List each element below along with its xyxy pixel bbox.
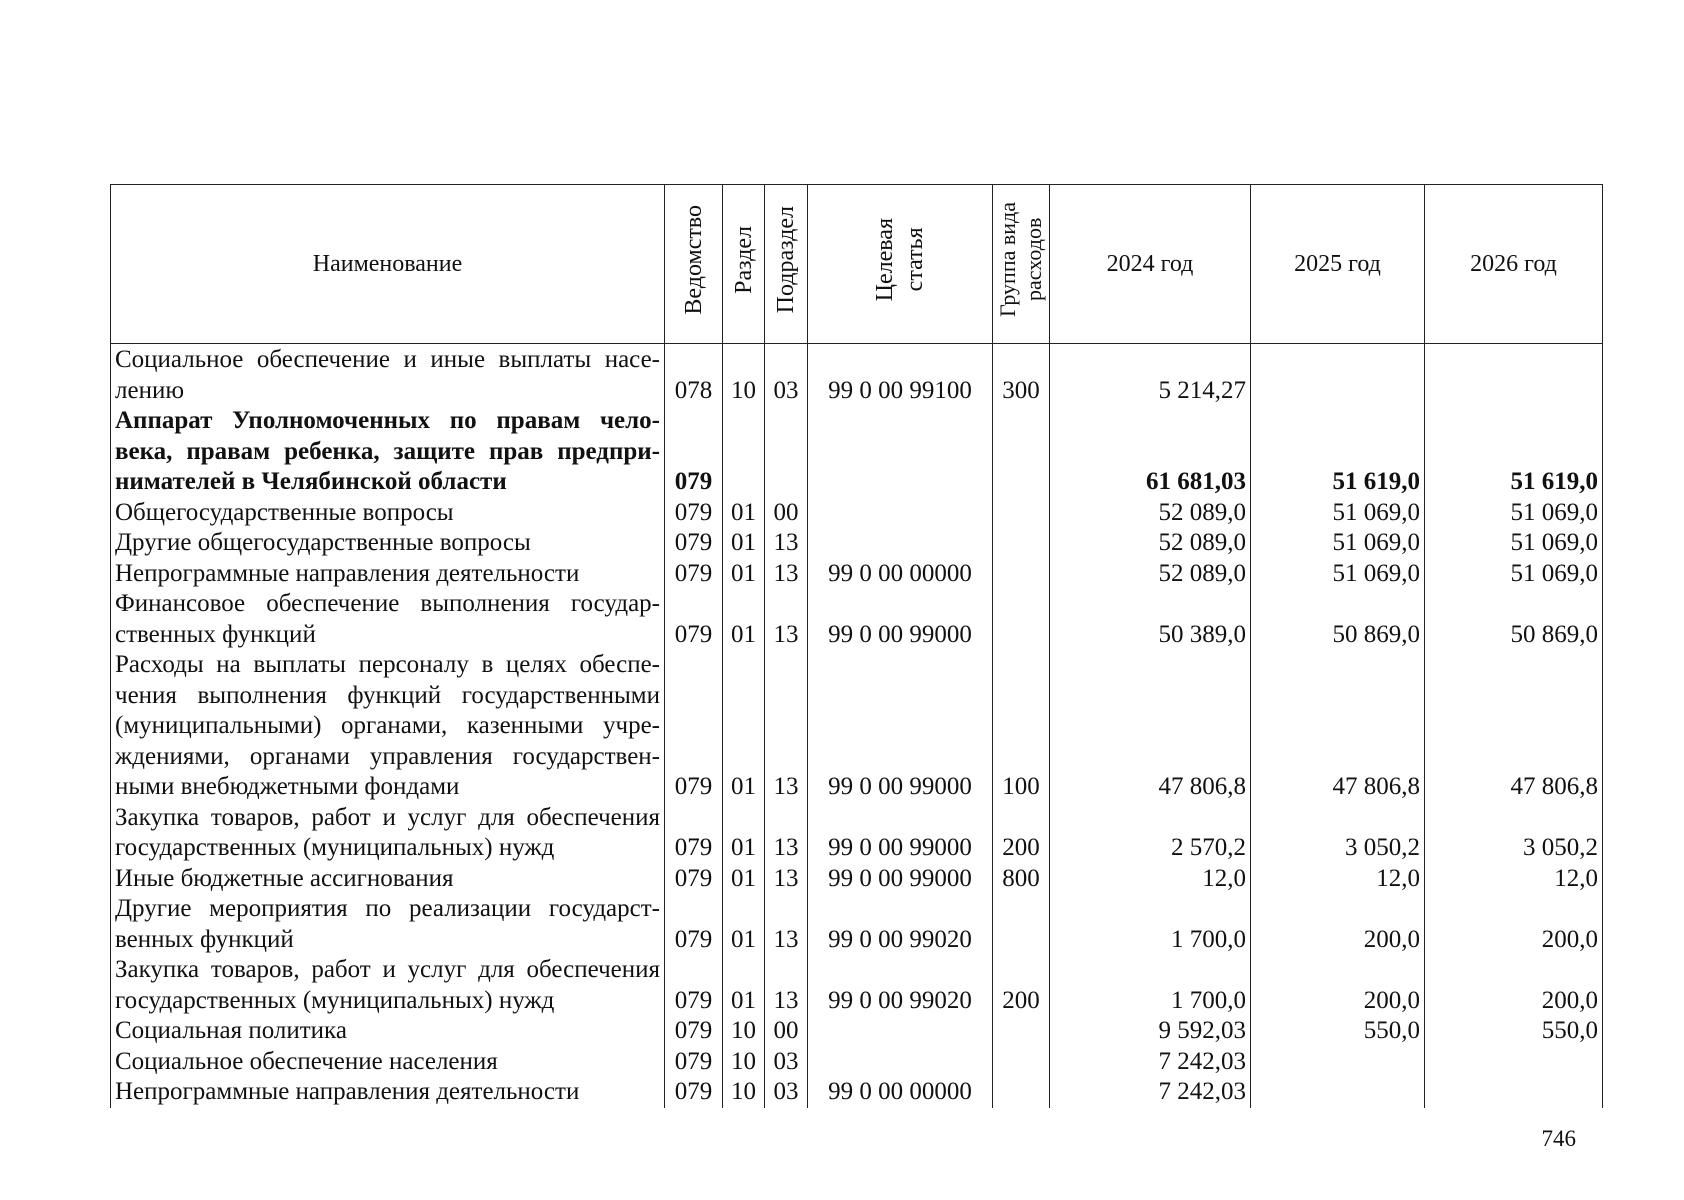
row-gruppa — [993, 498, 1050, 529]
table-row — [111, 589, 1603, 650]
header-gruppa: Группа вида расходов — [993, 185, 1050, 344]
row-ved: 079 — [665, 1016, 723, 1047]
table-row — [111, 406, 1603, 498]
row-value-2025 — [1251, 344, 1425, 407]
row-gruppa: 200 — [993, 803, 1050, 864]
row-celevaya — [808, 406, 993, 498]
row-value-2024: 1 700,0 — [1050, 894, 1251, 955]
row-ved: 079 — [665, 803, 723, 864]
row-razdel — [723, 406, 765, 498]
row-value-2026 — [1425, 1077, 1603, 1108]
row-value-2025 — [1251, 1047, 1425, 1078]
header-podrazdel: Подраздел — [765, 185, 808, 344]
row-name: Социальное обеспечение населения — [111, 1047, 665, 1078]
row-podrazdel: 00 — [765, 498, 808, 529]
row-name: Общегосударственные вопросы — [111, 498, 665, 529]
row-ved: 079 — [665, 650, 723, 803]
row-ved: 079 — [665, 955, 723, 1016]
table-row — [111, 498, 1603, 529]
row-podrazdel: 13 — [765, 803, 808, 864]
header-2026: 2026 год — [1425, 185, 1603, 344]
header-2025: 2025 год — [1251, 185, 1425, 344]
row-value-2025: 50 869,0 — [1251, 589, 1425, 650]
table-row — [111, 1077, 1603, 1108]
row-value-2026 — [1425, 1047, 1603, 1078]
row-value-2024: 2 570,2 — [1050, 803, 1251, 864]
row-value-2024: 7 242,03 — [1050, 1077, 1251, 1108]
row-name: Непрограммные направления деятельности — [111, 559, 665, 590]
row-podrazdel: 03 — [765, 1077, 808, 1108]
row-value-2025: 12,0 — [1251, 864, 1425, 895]
row-value-2025: 51 069,0 — [1251, 559, 1425, 590]
row-value-2025: 200,0 — [1251, 894, 1425, 955]
row-ved: 079 — [665, 894, 723, 955]
row-podrazdel: 13 — [765, 864, 808, 895]
row-celevaya: 99 0 00 99000 — [808, 803, 993, 864]
row-value-2024: 7 242,03 — [1050, 1047, 1251, 1078]
row-celevaya: 99 0 00 00000 — [808, 1077, 993, 1108]
row-name: Аппарат Уполномоченных по правам чело-века, правам ребенка, защите прав предпри-нимателей в Челябинской области — [111, 406, 665, 498]
table-row — [111, 1047, 1603, 1078]
row-ved: 079 — [665, 528, 723, 559]
row-celevaya: 99 0 00 99000 — [808, 650, 993, 803]
row-ved: 079 — [665, 498, 723, 529]
row-celevaya: 99 0 00 00000 — [808, 559, 993, 590]
row-gruppa — [993, 1077, 1050, 1108]
row-gruppa — [993, 1016, 1050, 1047]
row-value-2024: 47 806,8 — [1050, 650, 1251, 803]
table-row — [111, 894, 1603, 955]
row-razdel: 01 — [723, 528, 765, 559]
row-podrazdel: 13 — [765, 650, 808, 803]
table-row — [111, 864, 1603, 895]
row-razdel: 01 — [723, 498, 765, 529]
row-value-2026: 200,0 — [1425, 894, 1603, 955]
row-celevaya: 99 0 00 99020 — [808, 894, 993, 955]
table-header — [111, 185, 1603, 344]
row-value-2024: 52 089,0 — [1050, 528, 1251, 559]
row-celevaya — [808, 498, 993, 529]
row-value-2026: 50 869,0 — [1425, 589, 1603, 650]
table-row — [111, 559, 1603, 590]
row-gruppa: 800 — [993, 864, 1050, 895]
row-name: Социальная политика — [111, 1016, 665, 1047]
row-value-2026: 3 050,2 — [1425, 803, 1603, 864]
table-row — [111, 1016, 1603, 1047]
row-ved: 079 — [665, 406, 723, 498]
row-gruppa — [993, 559, 1050, 590]
row-value-2024: 61 681,03 — [1050, 406, 1251, 498]
row-podrazdel: 13 — [765, 528, 808, 559]
row-podrazdel: 00 — [765, 1016, 808, 1047]
row-name: Закупка товаров, работ и услуг для обеспечения государственных (муниципальных) нужд — [111, 803, 665, 864]
row-name: Непрограммные направления деятельности — [111, 1077, 665, 1108]
budget-table — [110, 184, 1603, 1108]
row-value-2025: 200,0 — [1251, 955, 1425, 1016]
row-value-2026: 51 069,0 — [1425, 559, 1603, 590]
row-value-2026: 47 806,8 — [1425, 650, 1603, 803]
row-value-2024: 12,0 — [1050, 864, 1251, 895]
row-value-2024: 5 214,27 — [1050, 344, 1251, 407]
budget-page — [110, 184, 1602, 1106]
table-row — [111, 650, 1603, 803]
row-gruppa: 200 — [993, 955, 1050, 1016]
row-gruppa — [993, 406, 1050, 498]
row-value-2025: 3 050,2 — [1251, 803, 1425, 864]
row-celevaya — [808, 1047, 993, 1078]
row-value-2025: 47 806,8 — [1251, 650, 1425, 803]
row-podrazdel: 13 — [765, 589, 808, 650]
row-razdel: 01 — [723, 589, 765, 650]
row-razdel: 10 — [723, 1077, 765, 1108]
row-name: Социальное обеспечение и иные выплаты насе-лению — [111, 344, 665, 407]
row-razdel: 10 — [723, 1047, 765, 1078]
row-value-2026: 51 069,0 — [1425, 528, 1603, 559]
row-value-2025: 51 069,0 — [1251, 498, 1425, 529]
row-value-2025: 550,0 — [1251, 1016, 1425, 1047]
row-celevaya: 99 0 00 99100 — [808, 344, 993, 407]
row-razdel: 01 — [723, 894, 765, 955]
row-value-2024: 1 700,0 — [1050, 955, 1251, 1016]
row-value-2025: 51 069,0 — [1251, 528, 1425, 559]
row-value-2026: 12,0 — [1425, 864, 1603, 895]
row-value-2025 — [1251, 1077, 1425, 1108]
page-number: 746 — [1541, 1126, 1576, 1151]
row-podrazdel: 13 — [765, 894, 808, 955]
header-name: Наименование — [111, 185, 665, 344]
row-razdel: 01 — [723, 559, 765, 590]
row-value-2026: 550,0 — [1425, 1016, 1603, 1047]
row-name: Иные бюджетные ассигнования — [111, 864, 665, 895]
table-row — [111, 803, 1603, 864]
table-body — [111, 344, 1603, 1108]
row-value-2026: 200,0 — [1425, 955, 1603, 1016]
row-celevaya: 99 0 00 99000 — [808, 864, 993, 895]
row-ved: 079 — [665, 1047, 723, 1078]
row-podrazdel — [765, 406, 808, 498]
row-name: Другие общегосударственные вопросы — [111, 528, 665, 559]
row-celevaya: 99 0 00 99020 — [808, 955, 993, 1016]
row-celevaya — [808, 1016, 993, 1047]
row-value-2025: 51 619,0 — [1251, 406, 1425, 498]
table-row — [111, 528, 1603, 559]
table-row — [111, 955, 1603, 1016]
row-razdel: 01 — [723, 864, 765, 895]
row-name: Финансовое обеспечение выполнения государ-ственных функций — [111, 589, 665, 650]
row-value-2024: 9 592,03 — [1050, 1016, 1251, 1047]
row-gruppa — [993, 589, 1050, 650]
row-razdel: 01 — [723, 650, 765, 803]
row-name: Расходы на выплаты персоналу в целях обеспе-чения выполнения функций государственными (муниципальными) органами, казенными учре-ждениями, органами управления государствен-ными внебюджетными фондами — [111, 650, 665, 803]
row-name: Другие мероприятия по реализации государст-венных функций — [111, 894, 665, 955]
row-celevaya: 99 0 00 99000 — [808, 589, 993, 650]
header-2024: 2024 год — [1050, 185, 1251, 344]
row-razdel: 10 — [723, 344, 765, 407]
row-gruppa — [993, 528, 1050, 559]
row-gruppa — [993, 1047, 1050, 1078]
header-ved: Ведомство — [665, 185, 723, 344]
row-ved: 078 — [665, 344, 723, 407]
row-celevaya — [808, 528, 993, 559]
table-row — [111, 344, 1603, 407]
row-ved: 079 — [665, 1077, 723, 1108]
row-ved: 079 — [665, 864, 723, 895]
row-value-2024: 50 389,0 — [1050, 589, 1251, 650]
row-value-2026: 51 619,0 — [1425, 406, 1603, 498]
header-celevaya: Целевая статья — [808, 185, 993, 344]
row-podrazdel: 13 — [765, 955, 808, 1016]
row-value-2026: 51 069,0 — [1425, 498, 1603, 529]
row-gruppa: 100 — [993, 650, 1050, 803]
row-value-2024: 52 089,0 — [1050, 559, 1251, 590]
row-razdel: 01 — [723, 803, 765, 864]
row-razdel: 10 — [723, 1016, 765, 1047]
row-name: Закупка товаров, работ и услуг для обеспечения государственных (муниципальных) нужд — [111, 955, 665, 1016]
row-podrazdel: 13 — [765, 559, 808, 590]
row-gruppa: 300 — [993, 344, 1050, 407]
row-value-2024: 52 089,0 — [1050, 498, 1251, 529]
row-ved: 079 — [665, 589, 723, 650]
header-razdel: Раздел — [723, 185, 765, 344]
row-value-2026 — [1425, 344, 1603, 407]
row-razdel: 01 — [723, 955, 765, 1016]
row-gruppa — [993, 894, 1050, 955]
row-podrazdel: 03 — [765, 344, 808, 407]
row-ved: 079 — [665, 559, 723, 590]
row-podrazdel: 03 — [765, 1047, 808, 1078]
